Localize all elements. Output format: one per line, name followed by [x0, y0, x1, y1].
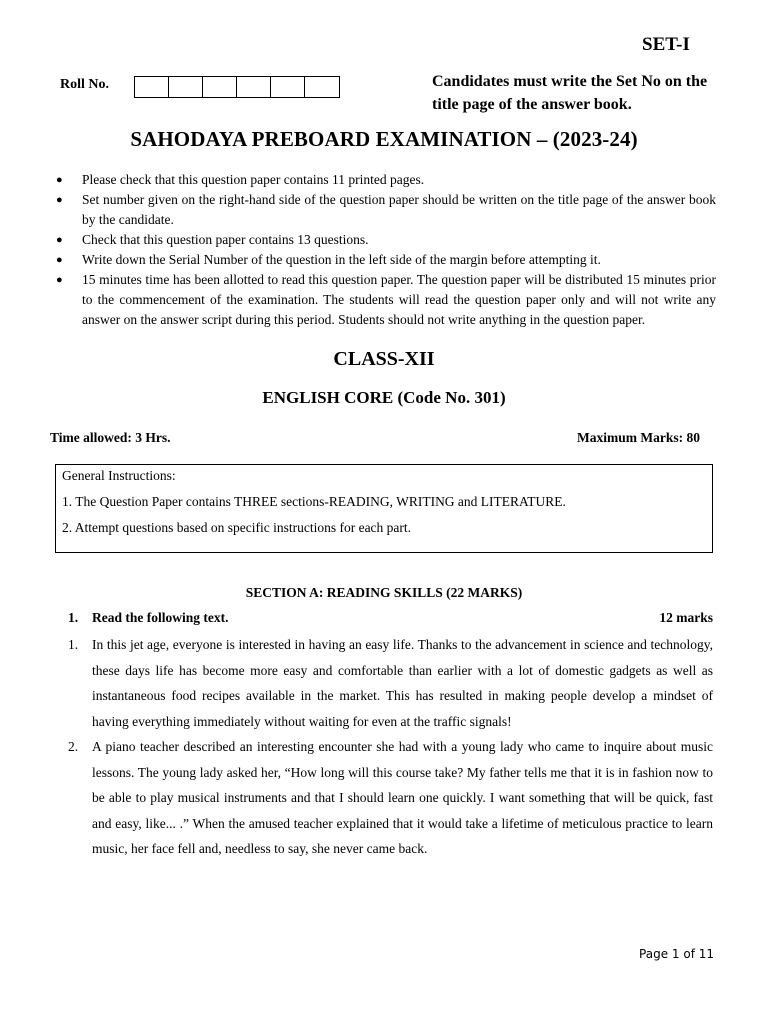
set-number-note: Candidates must write the Set No on the title page of the answer book.: [432, 73, 708, 113]
instruction-item: ● Check that this question paper contains 13 questions.: [56, 230, 716, 250]
instruction-list: [56, 170, 716, 330]
passage: [68, 632, 713, 862]
page-number: Page 1 of 11: [639, 947, 714, 961]
instruction-item: ● Please check that this question paper contains 11 printed pages.: [56, 170, 716, 190]
class-title: CLASS-XII: [333, 348, 435, 370]
maximum-marks: Maximum Marks: 80: [577, 430, 700, 445]
passage-paragraph: [68, 632, 713, 734]
exam-title: SAHODAYA PREBOARD EXAMINATION – (2023-24): [130, 127, 638, 151]
passage-paragraph: [68, 734, 713, 862]
roll-number-box: [237, 77, 271, 97]
general-instruction-item: 2. Attempt questions based on specific instructions for each part.: [62, 520, 412, 535]
general-instructions-box: [55, 464, 713, 553]
set-label: SET-I: [642, 34, 690, 55]
instruction-item: ● 15 minutes time has been allotted to read this question paper. The question paper will be distributed 15 minutes prior to the commencement of the examination. The students will read the question paper only and will not write any answer on the answer script during this period. Students should not write anything in the question paper.: [56, 272, 716, 327]
roll-number-box: [135, 77, 169, 97]
bullet-icon: ●: [56, 234, 63, 246]
bullet-icon: ●: [56, 194, 63, 206]
paragraph-text: In this jet age, everyone is interested in having an easy life. Thanks to the advancement in science and technology, these days life has become more easy and comfortable than earlier with a lot of domestic gadgets as well as instantaneous food recipes available in the market. This has resulted in making people develop a mindset of having everything immediately without waiting for even at the traffic signals!: [92, 637, 713, 729]
question-1-header: [68, 610, 713, 626]
instruction-item: ● Set number given on the right-hand side of the question paper should be written on the title page of the answer book by the candidate.: [56, 192, 716, 227]
bullet-icon: ●: [56, 274, 63, 286]
question-marks: 12 marks: [659, 610, 713, 625]
time-allowed: Time allowed: 3 Hrs.: [50, 430, 171, 445]
paragraph-text: A piano teacher described an interesting encounter she had with a young lady who came to inquire about music lessons. The young lady asked her, “How long will this course take? My father tells me that it is in fashion now to be able to play musical instruments and that I should learn one quickly. I want something that will be quick, fast and easy, like... .” When the amused teacher explained that it would take a lifetime of meticulous practice to learn music, her face fell and, needless to say, she never came back.: [92, 739, 713, 856]
roll-number-box: [305, 77, 339, 97]
general-instructions-heading: General Instructions:: [62, 468, 176, 483]
question-number: 1.: [68, 610, 79, 625]
general-instruction-item: 1. The Question Paper contains THREE sections-READING, WRITING and LITERATURE.: [62, 494, 566, 509]
paragraph-number: 1.: [68, 637, 79, 652]
roll-number-box: [271, 77, 305, 97]
roll-number-boxes: [134, 76, 340, 98]
subject-title: ENGLISH CORE (Code No. 301): [262, 388, 506, 407]
question-text: Read the following text.: [92, 610, 229, 625]
bullet-icon: ●: [56, 254, 63, 266]
roll-number-box: [169, 77, 203, 97]
section-a-title: SECTION A: READING SKILLS (22 MARKS): [245, 585, 523, 600]
instruction-item: ● Write down the Serial Number of the question in the left side of the margin before attempting it.: [56, 250, 716, 270]
bullet-icon: ●: [56, 174, 63, 186]
roll-number-box: [203, 77, 237, 97]
paragraph-number: 2.: [68, 739, 79, 754]
roll-number-label: Roll No.: [60, 77, 109, 92]
